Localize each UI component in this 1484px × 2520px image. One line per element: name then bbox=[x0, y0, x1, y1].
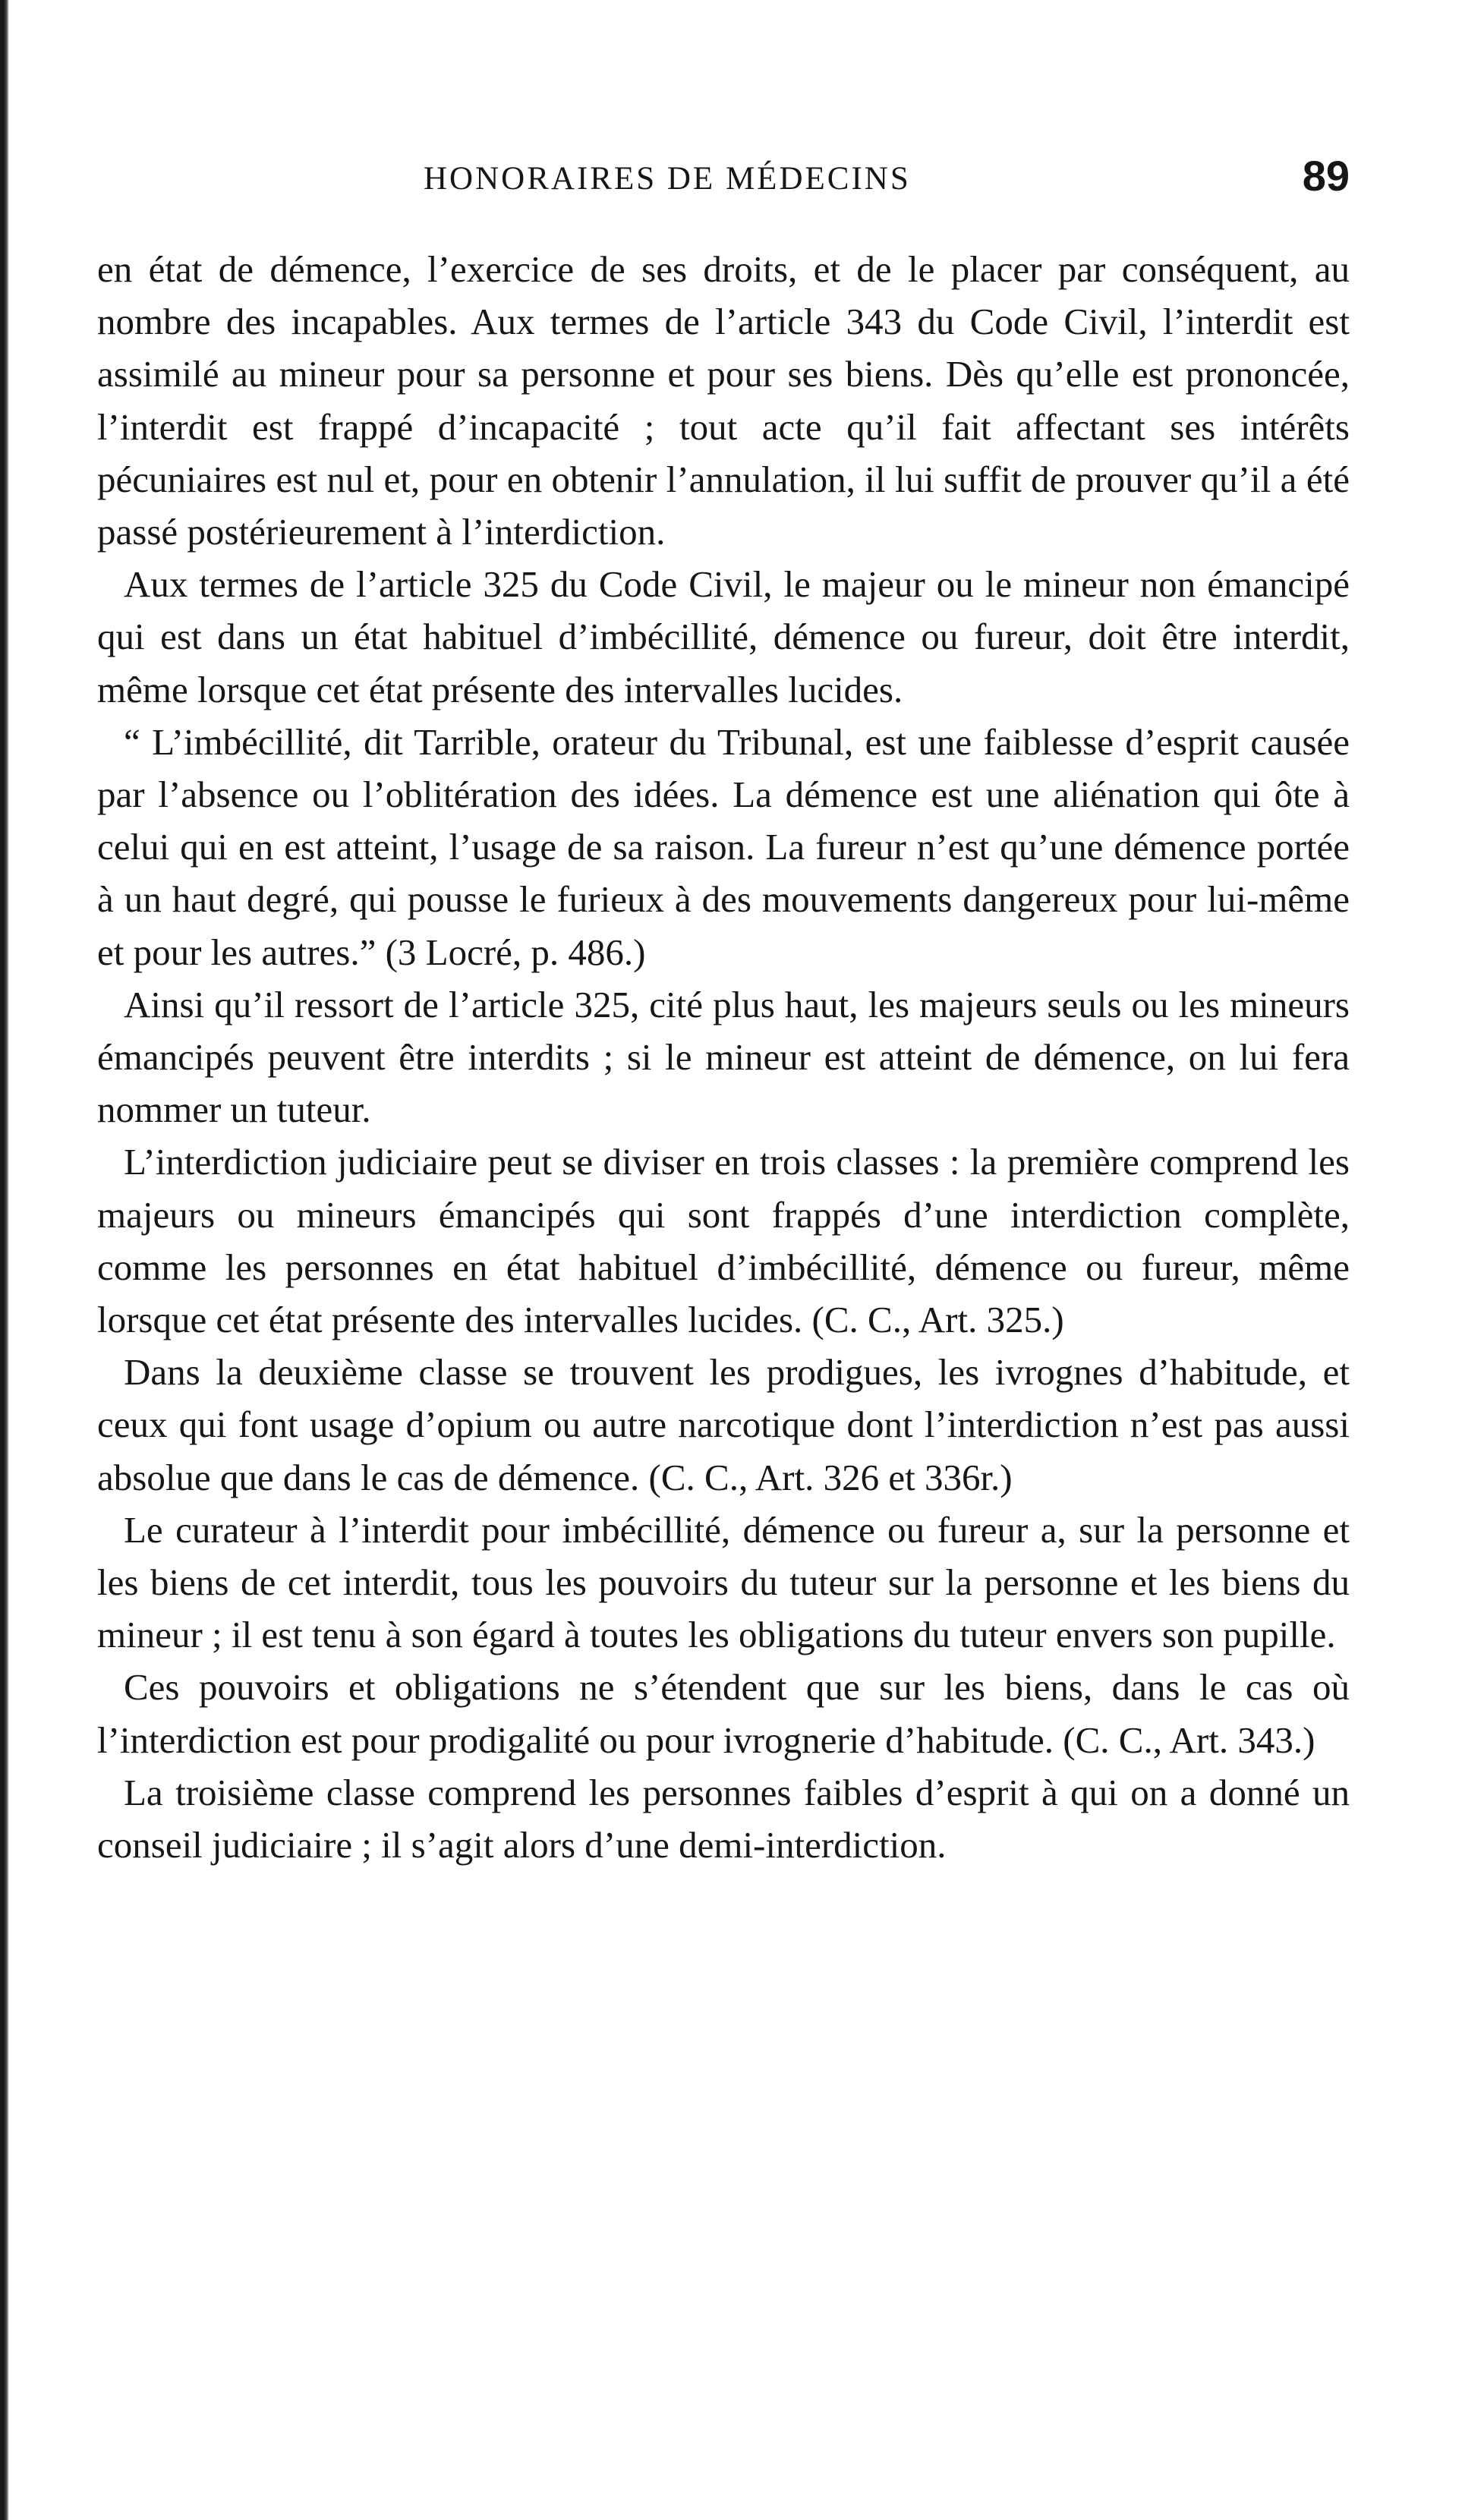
paragraph-7: Le curateur à l’interdit pour imbécillité, démence ou fureur a, sur la personne et les biens de cet interdit, tous les pouvoirs du tuteur sur la personne et les biens du mineur ; il est tenu à son égard à toutes les obligations du tuteur envers son pupille. bbox=[97, 1508, 1350, 1656]
running-head: HONORAIRES DE MÉDECINS bbox=[424, 161, 911, 197]
paragraph-2: Aux termes de l’article 325 du Code Civil, le majeur ou le mineur non émancipé qui est dans un état habituel d’imbécillité, démence ou fureur, doit être interdit, même lorsque cet état présente des intervalles lucides. bbox=[97, 563, 1350, 710]
page-binding-edge bbox=[0, 0, 9, 2520]
paragraph-8: Ces pouvoirs et obligations ne s’étendent que sur les biens, dans le cas où l’interdiction est pour prodigalité ou pour ivrognerie d’habitude. (C. C., Art. 343.) bbox=[97, 1666, 1350, 1761]
paragraph-6: Dans la deuxième classe se trouvent les prodigues, les ivrognes d’habitude, et ceux qui font usage d’opium ou autre narcotique dont l’interdiction n’est pas aussi absolue que dans le cas de démence. (C. C., Art. 326 et 336r.) bbox=[97, 1351, 1350, 1498]
paragraph-5: L’interdiction judiciaire peut se diviser en trois classes : la première comprend les majeurs ou mineurs émancipés qui sont frappés d’une interdiction complète, comme les personnes en état habituel d’imbécillité, démence ou fureur, même lorsque cet état présente des intervalles lucides. (C. C., Art. 325.) bbox=[97, 1141, 1350, 1341]
page-body bbox=[97, 243, 1350, 1871]
paragraph-4: Ainsi qu’il ressort de l’article 325, cité plus haut, les majeurs seuls ou les mineurs émancipés peuvent être interdits ; si le mineur est atteint de démence, on lui fera nommer un tuteur. bbox=[97, 983, 1350, 1131]
paragraph-3: “ L’imbécillité, dit Tarrible, orateur du Tribunal, est une faiblesse d’esprit causée par l’absence ou l’oblitération des idées. La démence est une aliénation qui ôte à celui qui en est atteint, l’usage de sa raison. La fureur n’est qu’une démence portée à un haut degré, qui pousse le furieux à des mouvements dangereux pour lui-même et pour les autres.” (3 Locré, p. 486.) bbox=[97, 720, 1350, 973]
paragraph-9: La troisième classe comprend les personnes faibles d’esprit à qui on a donné un conseil judiciaire ; il s’agit alors d’une demi-interdiction. bbox=[97, 1771, 1350, 1866]
page-header bbox=[97, 152, 1350, 209]
page-number: 89 bbox=[1302, 152, 1350, 200]
paragraph-1: en état de démence, l’exercice de ses droits, et de le placer par conséquent, au nombre des incapables. Aux termes de l’article 343 du Code Civil, l’interdit est assimilé au mineur pour sa personne et pour ses biens. Dès qu’elle est prononcée, l’interdit est frappé d’incapacité ; tout acte qu’il fait affectant ses intérêts pécuniaires est nul et, pour en obtenir l’annulation, il lui suffit de prouver qu’il a été passé postérieurement à l’interdiction. bbox=[97, 248, 1350, 553]
